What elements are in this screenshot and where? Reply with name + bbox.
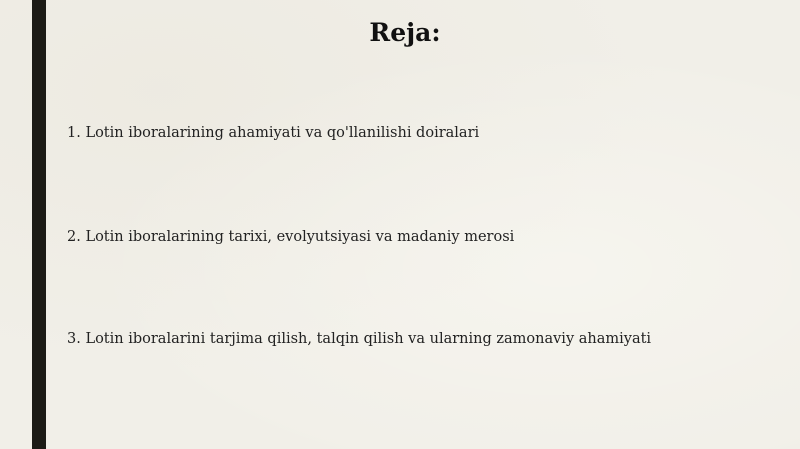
plan-item-2: 2. Lotin iboralarining tarixi, evolyutsiyasi va madaniy merosi: [67, 229, 515, 245]
left-accent-bar: [32, 0, 46, 449]
plan-item-3: 3. Lotin iboralarini tarjima qilish, talqin qilish va ularning zamonaviy ahamiyati: [67, 331, 652, 347]
plan-item-1: 1. Lotin iboralarining ahamiyati va qo'llanilishi doiralari: [67, 125, 480, 141]
slide-title: Reja:: [369, 18, 441, 47]
